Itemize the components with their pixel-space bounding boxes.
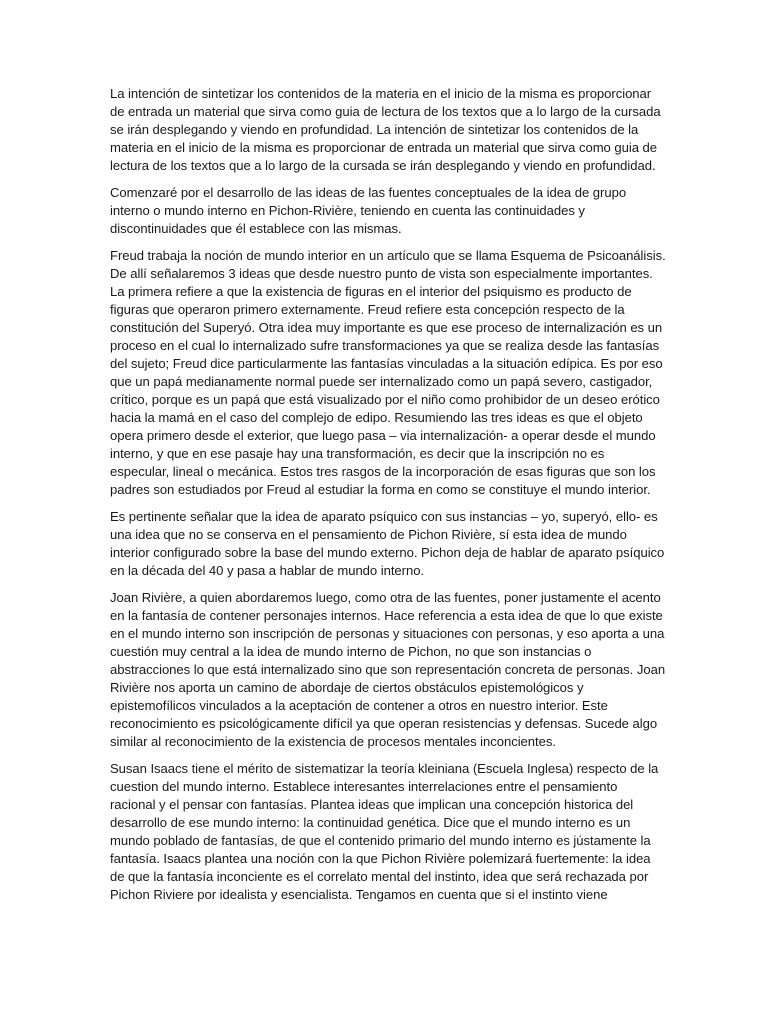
document-page (110, 85, 666, 913)
paragraph-freud: Freud trabaja la noción de mundo interior en un artículo que se llama Esquema de Psicoanálisis. De allí señalaremos 3 ideas que desde nuestro punto de vista son especialmente importantes. La primera refiere a que la existencia de figuras en el interior del psiquismo es producto de figuras que operaron primero externamente. Freud refiere esta concepción respecto de la constitución del Superyó. Otra idea muy importante es que ese proceso de internalización es un proceso en el cual lo internalizado sufre transformaciones ya que se realiza desde las fantasías del sujeto; Freud dice particularmente las fantasías vinculadas a la situación edípica. Es por eso que un papá medianamente normal puede ser internalizado como un papá severo, castigador, crítico, porque es un papá que está visualizado por el niño como prohibidor de un deseo erótico hacia la mamá en el caso del complejo de edipo. Resumiendo las tres ideas es que el objeto opera primero desde el exterior, que luego pasa – via internalización- a operar desde el mundo interno, y que en ese pasaje hay una transformación, es decir que la inscripción no es especular, lineal o mecánica. Estos tres rasgos de la incorporación de esas figuras que son los padres son estudiados por Freud al estudiar la forma en como se constituye el mundo interior. (110, 248, 666, 497)
paragraph-psychic-apparatus: Es pertinente señalar que la idea de aparato psíquico con sus instancias – yo, superyó, ello- es una idea que no se conserva en el pensamiento de Pichon Rivière, sí esta idea de mundo interior configurado sobre la base del mundo externo. Pichon deja de hablar de aparato psíquico en la década del 40 y pasa a hablar de mundo interno. (110, 509, 665, 578)
paragraph-sources: Comenzaré por el desarrollo de las ideas de las fuentes conceptuales de la idea de grupo interno o mundo interno en Pichon-Rivière, teniendo en cuenta las continuidades y discontinuidades que él establece con las mismas. (110, 185, 627, 236)
paragraph-intro: La intención de sintetizar los contenidos de la materia en el inicio de la misma es proporcionar de entrada un material que sirva como guia de lectura de los textos que a lo largo de la cursada se irán desplegando y viendo en profundidad. La intención de sintetizar los contenidos de la materia en el inicio de la misma es proporcionar de entrada un material que sirva como guia de lectura de los textos que a lo largo de la cursada se irán desplegando y viendo en profundidad. (110, 86, 661, 173)
paragraph-joan-riviere: Joan Rivière, a quien abordaremos luego, como otra de las fuentes, poner justamente el acento en la fantasía de contener personajes internos. Hace referencia a esta idea de que lo que existe en el mundo interno son inscripción de personas y situaciones con personas, y eso aporta a una cuestión muy central a la idea de mundo interno de Pichon, no que son instancias o abstracciones lo que está internalizado sino que son representación concreta de personas. Joan Rivière nos aporta un camino de abordaje de ciertos obstáculos epistemológicos y epistemofílicos vinculados a la aceptación de contener a otros en nuestro interior. Este reconocimiento es psicológicamente difícil ya que operan resistencias y defensas. Sucede algo similar al reconocimiento de la existencia de procesos mentales inconcientes. (110, 590, 666, 749)
paragraph-susan-isaacs: Susan Isaacs tiene el mérito de sistematizar la teoría kleiniana (Escuela Inglesa) respecto de la cuestion del mundo interno. Establece interesantes interrelaciones entre el pensamiento racional y el pensar con fantasías. Plantea ideas que implican una concepción historica del desarrollo de ese mundo interno: la continuidad genética. Dice que el mundo interno es un mundo poblado de fantasías, de que el contenido primario del mundo interno es jústamente la fantasía. Isaacs plantea una noción con la que Pichon Rivière polemizará fuertemente: la idea de que la fantasía inconciente es el correlato mental del instinto, idea que será rechazada por Pichon Riviere por idealista y esencialista. Tengamos en cuenta que si el instinto viene (110, 761, 659, 902)
